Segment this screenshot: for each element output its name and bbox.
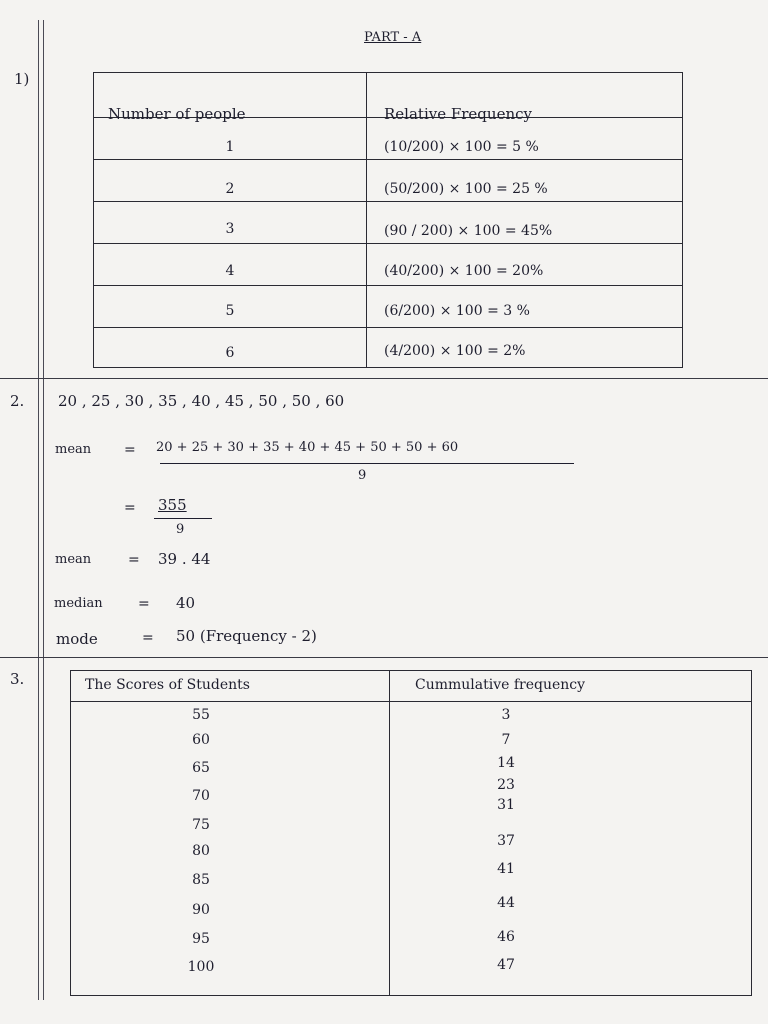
table-row-divider (94, 285, 682, 286)
mean-label: mean (55, 552, 92, 567)
table-cell-cumulative: 31 (497, 797, 515, 813)
sum-numerator: 355 (158, 496, 187, 514)
table-cell-frequency: (90 / 200) × 100 = 45% (384, 223, 553, 239)
table-row-divider (94, 201, 682, 202)
column-header-relative-frequency: Relative Frequency (384, 105, 532, 123)
margin-line-inner (43, 20, 44, 1000)
table-row-divider (94, 327, 682, 328)
median-value: 40 (176, 594, 196, 612)
table-cell-cumulative: 14 (497, 755, 515, 771)
table-cell-frequency: (6/200) × 100 = 3 % (384, 303, 530, 319)
table-cell-people: 3 (225, 221, 235, 237)
table-cell-score: 70 (192, 788, 210, 804)
table-cell-frequency: (40/200) × 100 = 20% (384, 263, 544, 279)
table-cell-score: 90 (192, 902, 210, 918)
sum-denominator: 9 (176, 522, 185, 537)
table-header-divider (71, 701, 751, 702)
table-column-divider (389, 671, 390, 995)
table-cell-score: 60 (192, 732, 210, 748)
section-divider-2 (0, 657, 768, 658)
cumulative-frequency-table (70, 670, 752, 996)
mode-value: 50 (Frequency - 2) (176, 627, 317, 645)
median-label: median (54, 596, 103, 611)
table-cell-score: 85 (192, 872, 210, 888)
table-cell-frequency: (4/200) × 100 = 2% (384, 343, 526, 359)
table-row-divider (94, 159, 682, 160)
table-cell-score: 100 (187, 959, 215, 975)
table-cell-score: 65 (192, 760, 210, 776)
table-cell-people: 2 (225, 181, 235, 197)
table-cell-cumulative: 23 (497, 777, 515, 793)
table-cell-score: 75 (192, 817, 210, 833)
table-cell-frequency: (10/200) × 100 = 5 % (384, 139, 539, 155)
question-3-number: 3. (10, 670, 25, 688)
table-cell-cumulative: 44 (497, 895, 515, 911)
equals-sign: = (142, 630, 154, 646)
relative-frequency-table (93, 72, 683, 368)
mean-numerator: 20 + 25 + 30 + 35 + 40 + 45 + 50 + 50 + 60 (156, 440, 459, 455)
equals-sign: = (138, 596, 150, 612)
table-cell-cumulative: 46 (497, 929, 515, 945)
table-cell-score: 80 (192, 843, 210, 859)
table-cell-score: 55 (192, 707, 210, 723)
equals-sign: = (124, 442, 136, 458)
table-cell-frequency: (50/200) × 100 = 25 % (384, 181, 548, 197)
question-1-number: 1) (14, 70, 30, 88)
column-header-people: Number of people (108, 105, 246, 123)
table-cell-people: 1 (225, 139, 235, 155)
table-cell-cumulative: 37 (497, 833, 515, 849)
table-cell-people: 4 (225, 263, 235, 279)
section-divider-1 (0, 378, 768, 379)
data-list: 20 , 25 , 30 , 35 , 40 , 45 , 50 , 50 , 60 (58, 392, 345, 410)
equals-sign: = (124, 500, 136, 516)
table-cell-cumulative: 3 (501, 707, 511, 723)
column-header-scores: The Scores of Students (85, 677, 250, 693)
table-cell-cumulative: 7 (501, 732, 511, 748)
column-header-cumulative-frequency: Cummulative frequency (415, 677, 586, 693)
mean-value: 39 . 44 (158, 550, 211, 568)
fraction-bar (160, 463, 574, 464)
table-cell-people: 5 (225, 303, 235, 319)
fraction-bar (154, 518, 212, 519)
question-2-number: 2. (10, 392, 25, 410)
table-row-divider (94, 243, 682, 244)
table-cell-cumulative: 41 (497, 861, 515, 877)
equals-sign: = (128, 552, 140, 568)
table-cell-cumulative: 47 (497, 957, 515, 973)
table-cell-people: 6 (225, 345, 235, 361)
page-title: PART - A (364, 30, 422, 45)
mean-label: mean (55, 442, 92, 457)
table-cell-score: 95 (192, 931, 210, 947)
margin-line-outer (38, 20, 39, 1000)
mean-denominator: 9 (358, 468, 367, 483)
mode-label: mode (56, 630, 98, 648)
